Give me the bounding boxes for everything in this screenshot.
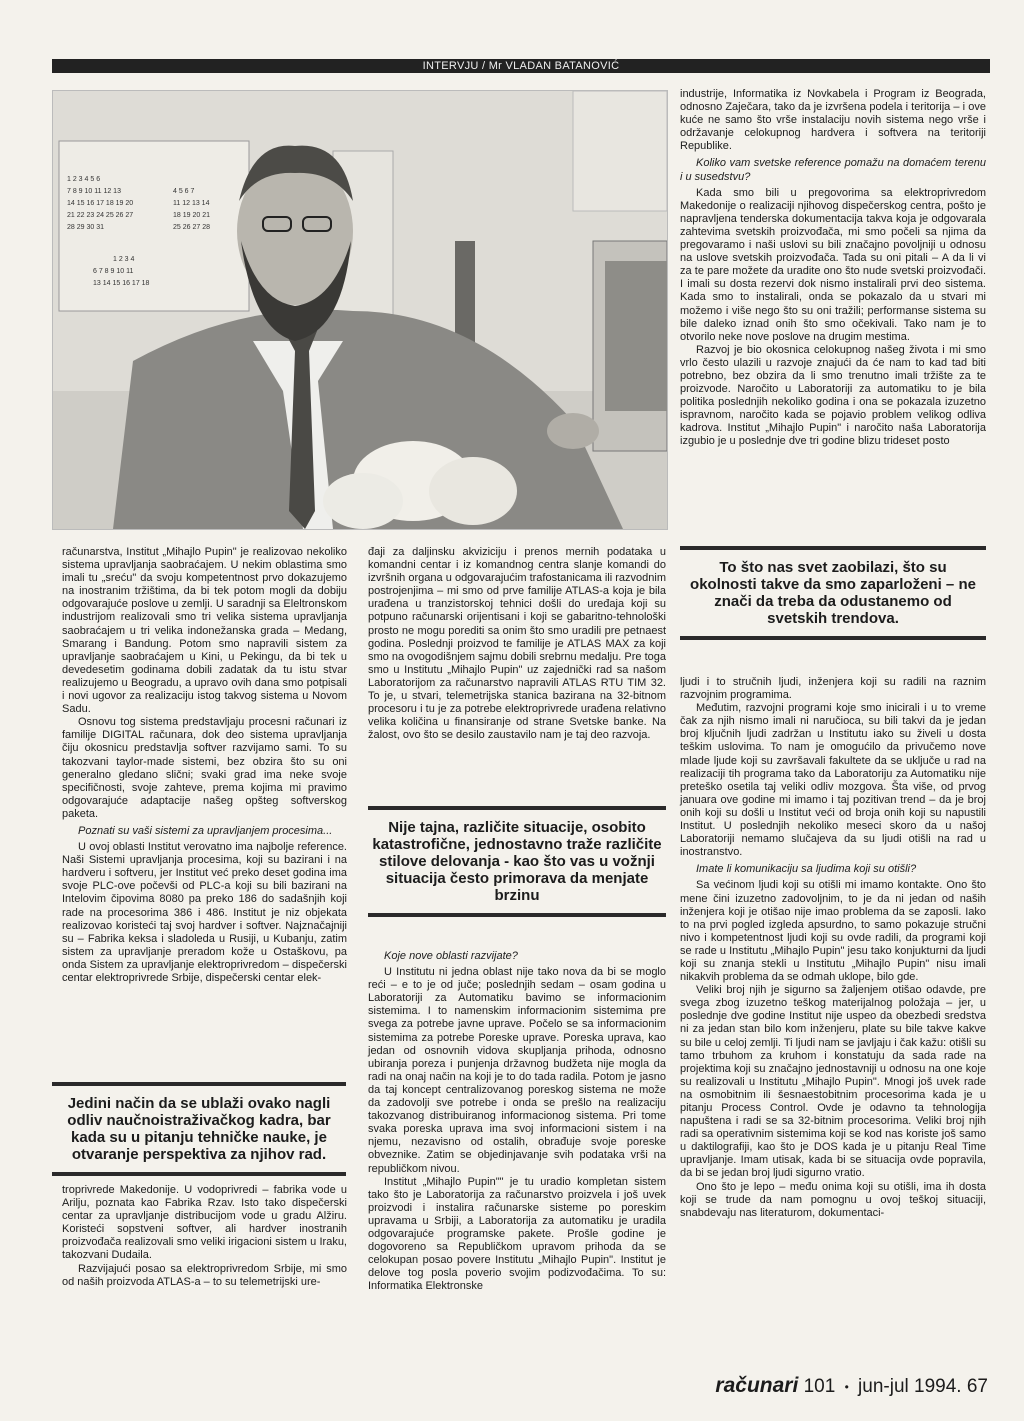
svg-text:13 14 15 16 17 18: 13 14 15 16 17 18	[93, 280, 150, 287]
header-title: INTERVJU / Mr VLADAN BATANOVIĆ	[422, 60, 620, 72]
issue-date: jun-jul 1994.	[858, 1376, 962, 1397]
paragraph: Institut „Mihajlo Pupin"" je tu uradio kompletan sistem tako što je Laboratorija za računarstvo proizvela i još uvek proizvodi i instalira računarske sisteme po poreskim upravama u Srbiji, a Laboratorija za automatiku je uradila odgovarajuće programske pakete. Prošle godine je dogovoreno sa Republičkom upravom prihoda da se celokupan posao povere Institutu „Mihajlo Pupin". Institut je delove tog posla poverio svojim podizvođačima. To su: Informatika Elektronske	[368, 1175, 666, 1293]
pullquote-text: Jedini način da se ublaži ovako nagli odliv naučnoistraživačkog kadra, bar kada su u pitanju tehničke nauke, je otvaranje perspektiva za njihov rad.	[67, 1095, 331, 1163]
portrait-illustration	[53, 91, 667, 529]
magazine-logo: računari	[715, 1374, 799, 1397]
pullquote-right	[680, 546, 986, 640]
paragraph: Veliki broj njih je sigurno sa žaljenjem otišao odavde, pre svega zbog izuzetno teškog materijalnog položaja – jer, u poslednje dve godine Institut nije uspeo da obezbedi sredstva ni za jedan stan bilo kom inženjeru, plate su bile takve kakve su bile u celoj zemlji. Ti ljudi nam se javljaju i čak kažu: otišli su tamo trbuhom za kruhom i konstatuju da sada rade na projektima koji su značajno jednostavniji u odnosu na one koje su realizovali u Institutu „Mihajlo Pupin". Mnogi još uvek rade na osmobitnim ili šesnaestobitnim procesorima kada je u pitanju Process Control. Ovde je odavno ta tehnologija napuštena i radi se sa 32-bitnim procesorima. Veliki broj njih radi sa operativnim sistemima koji se kod nas koriste još samo u daktilografiji, kao što je DOS kada je u pitanju Real Time upravljanje. Imam utisak, kada bi se situacija ovde popravila, da bi se jedan broj ljudi sigurno vratio.	[680, 984, 986, 1180]
paragraph: industrije, Informatika iz Novkabela i Program iz Beograda, odnosno Zaječara, tako da je izvršena podela i teritorija – i ove kuće ne samo što vrše instalaciju novih sistema nego vrše i održavanje celokupnog hardvera i softvera na teritoriji Republike.	[680, 88, 986, 153]
paragraph: đaji za daljinsku akviziciju i prenos mernih podataka u komandni centar i iz komandnog centra slanje komandi do izvršnih organa u odgovarajućim trafostanicama ili razvodnim postrojenjima – mi smo od prve familije ATLAS-a koja je bila urađena u tranzistorskoj tehnici došli do uređaja koji su potpuno računarski orijentisani i koji se gabaritno-tehnološki prosto ne mogu porediti sa onim što smo uradili pre petnaest godina. Poslednji proizvod te familije je ATLAS MAX za koji smo na ovogodišnjem sajmu dobili srebrnu medalju. Pre toga smo u Institutu „Mihajlo Pupin" uz zajednički rad sa našom Laboratorijom za računarstvo napravili ATLAS RTU TIM 32. To je, u stvari, telemetrijska stanica bazirana na 32-bitnom procesoru i tu je za potrebe elektroprivrede urađena relativno velika količina u finansiranje od strane Svetske banke. Na žalost, ovo što se desilo zaustavilo nam je taj deo razvoja.	[368, 546, 666, 742]
page-number: 67	[966, 1376, 988, 1397]
pullquote-left	[52, 1082, 346, 1176]
page-footer	[715, 1374, 988, 1398]
column-left	[62, 546, 347, 985]
paragraph: Sa većinom ljudi koji su otišli mi imamo kontakte. Ono što mene čini izuzetno zadovoljnim, to je da ni jedan od naših inženjera koji je otišao nije imao problema da se zaposli. Iako to na prvi pogled izgleda apsurdno, to samo pokazuje stručni nivo i kompetentnost ljudi koji su ovde radili, da programi koji se rade u Institutu „Mihajlo Pupin" jesu tako konjukturni da ljudi koji su znanja stekli u Institutu „Mihajlo Pupin" nisu imali nikakvih problema da se odmah uklope, bilo gde.	[680, 879, 986, 984]
svg-text:7 8 9 10 11 12 13: 7 8 9 10 11 12 13	[67, 188, 121, 195]
svg-text:28 29 30 31: 28 29 30 31	[67, 224, 104, 231]
column-left-bottom	[62, 1184, 347, 1289]
column-right-top	[680, 88, 986, 449]
section-header	[52, 59, 990, 73]
svg-text:21 22 23 24 25 26 27: 21 22 23 24 25 26 27	[67, 212, 134, 219]
svg-text:25 26 27 28: 25 26 27 28	[173, 224, 210, 231]
paragraph: Ono što je lepo – među onima koji su otišli, ima ih dosta koji se trude da nam pomognu u ovoj teškoj situaciji, snabdevaju nas literaturom, dokumentaci-	[680, 1180, 986, 1219]
interview-photo	[52, 90, 668, 530]
column-right-bottom	[680, 676, 986, 1220]
svg-text:6 7 8 9 10 11: 6 7 8 9 10 11	[93, 268, 134, 275]
pullquote-middle	[368, 806, 666, 917]
pullquote-rule	[368, 913, 666, 917]
pullquote-rule	[680, 636, 986, 640]
paragraph: Razvijajući posao sa elektroprivredom Srbije, mi smo od naših proizvoda ATLAS-a – to su telemetrijski ure-	[62, 1262, 347, 1288]
paragraph: računarstva, Institut „Mihajlo Pupin" je realizovao nekoliko sistema upravljanja saobraćajem. U nekim oblastima smo imali tu „sreću" da svoju kompetentnost prvo dokazujemo na inostranim tržištima, da bi tek potom mogli da dobiju odgovarajuće poslove u zemlji. U saradnji sa Eleltronskom industrijom realizovali smo tri velika sistema upravljanja saobraćajem u tri velika indonežanska grada – Medang, Smarang i Bandung. Potom smo napravili sistem za upravljanje saobraćajem u Kini, u Pekingu, da bi tek u devedesetim godinama dobili zadatak da tu istu stvar realizujemo u Beogradu, a upravo ovih dana smo potpisali i novi ugovor za realizaciju istog takvog sistema u Novom Sadu.	[62, 546, 347, 716]
pullquote-rule	[52, 1172, 346, 1176]
issue-number: 101	[803, 1376, 836, 1397]
svg-text:1 2 3 4 5 6: 1 2 3 4 5 6	[67, 176, 101, 183]
interview-question: Imate li komunikaciju sa ljudima koji su otišli?	[696, 863, 917, 876]
paragraph: U Institutu ni jedna oblast nije tako nova da bi se moglo reći – e to je od juče; poslednjih sedam – osam godina u Laboratoriji za Automatiku bavimo se informacionim sistemima. I to namenskim informacionim sistemima pre svega za potrebe javne uprave. Počelo se sa informacionim sistemima za potrebe Poreske uprave. Poreska uprava, kao jedan od osnovnih vidova skupljanja prihoda, odnosno ubiranja poreza i punjenja državnog budžeta nije mogla da radi na onaj način na koji je to do tada radila. Potom je jasno da taj koncept centralizovanog poreskog sistema ne može da zadovolji sve potrebe i onda se prešlo na realizaciju takozvanog distribuiranog informacionog sistema. Pri tome svaka poreska uprava ima svoj informacioni sistem i na njemu, nezavisno od ostalih, obrađuje svoje poreske obveznike. Zatim se objedinjavanje svih podataka vrši na republičkom nivou.	[368, 966, 666, 1175]
paragraph: ljudi i to stručnih ljudi, inženjera koji su radili na raznim razvojnim programima.	[680, 676, 986, 702]
paragraph: Međutim, razvojni programi koje smo inicirali i u to vreme čak za njih nismo imali ni naručioca, su bili takvi da je jedan broj ključnih ljudi zadržan u Institutu iako su živeli u dosta teškim uslovima. To nam je omogućilo da privučemo nove mlade ljude koji su završavali fakultete da se uključe u rad na realizaciji tih programa tako da Laboratoriju za Automatiku nije preteško osetila taj veliki odliv mozgova. Šta više, od prvog januara ove godine mi imamo i taj pozitivan trend – da je broj onih koji su došli u Institut veći od broja onih koji su napustili Institut. U poslednjih nekoliko meseci skoro da u našoj Laboratoriji nemamo slučajeva da su ljudi otišli na rad u inostranstvo.	[680, 702, 986, 859]
paragraph: Osnovu tog sistema predstavljaju procesni računari iz familije DIGITAL računara, dok deo sistema upravljanja čiju okosnicu predstavlja softver razvijamo sami. To su takozvani taylor-made sistemi, bez obzira što su oni generalno gledano slični; svaki grad ima neke svoje specifičnosti, svoje zahteve, prema kojima mi pravimo odgovarajuće adaptacije našeg opšteg softverskog paketa.	[62, 716, 347, 820]
svg-text:1 2 3 4: 1 2 3 4	[113, 256, 135, 263]
interview-question: Koliko vam svetske reference pomažu na domaćem terenu i u susedstvu?	[680, 157, 986, 183]
svg-text:14 15 16 17 18 19 20: 14 15 16 17 18 19 20	[67, 200, 134, 207]
svg-text:18 19 20 21: 18 19 20 21	[173, 212, 210, 219]
pullquote-text: To što nas svet zaobilazi, što su okolnosti takve da smo zaparloženi – ne znači da treba da odustanemo od svetskih trendova.	[690, 559, 976, 627]
interview-question: Poznati su vaši sistemi za upravljanjem procesima...	[78, 824, 333, 837]
paragraph: troprivrede Makedonije. U vodoprivredi – fabrika vode u Arilju, poznata kao Fabrika Rzav. Isto tako dispečerski centar za upravljanje distribucijom vode u gradu Alžiru. Koristeći sopstveni softver, ali hardver inostranih proizvođača realizovali smo veliki irigacioni sistem u Iraku, takozvani Dudaila.	[62, 1184, 347, 1262]
paragraph: Kada smo bili u pregovorima sa elektroprivredom Makedonije o realizaciji njihovog dispečerskog centra, pošto je napravljena tenderska dokumentacija takva koja je odgovarala zahtevima svetskih proizvođača, mi smo počeli sa njima da pregovaramo i naši uslovi su bili značajno povoljniji u odnosu na uslove svetskih proizvođača. Tada su oni pitali – A da li vi za te pare možete da uradite ono što nude svetski proizvođači. I imali su dosta rezervi dok nismo instalirali prvi deo sistema. Kada smo to instalirali, onda se pokazalo da u stvari mi možemo i više nego što su oni tražili; performanse sistema su bile daleko iznad onih što smo očekivali. Tako nam je to otvorilo neke nove poslove na drugim mestima.	[680, 186, 986, 343]
interview-question: Koje nove oblasti razvijate?	[384, 950, 518, 962]
paragraph: U ovoj oblasti Institut verovatno ima najbolje reference. Naši Sistemi upravljanja procesima, koji su bazirani i na hardveru i softveru, jer Institut već preko deset godina ima svoje PLC-ove počevši od PLC-a koji su bili bazirani na Intelovim čipovima 8080 pa preko 186 do sadašnjih koji rade na procesorima 386 i 486. Institut je niz objekata realizovao koristeći taj svoj hardver i softver. Najznačajniji su – Fabrika keksa i sladoleda u Rusiji, u Kubanju, zatim sistem za upravljanje preradom kože u Ostaškovu, pa onda Sistem za upravljanje elektroprivredom – dispečerski centar elektroprivrede Srbije, dispečerski centar elek-	[62, 841, 347, 984]
bullet-separator: •	[844, 1379, 849, 1394]
paragraph: Razvoj je bio okosnica celokupnog našeg života i mi smo vrlo često ulazili u razvoje znajući da će nam to kad tad biti potrebno, bez obzira da li smo trenutno imali tržište za te proizvode. Naročito u Laboratoriji za automatiku to je bila politika poslednjih nekoliko godina i ona se pokazala izuzetno ispravnom, naročito kada se pojavio problem velikog odliva kadrova. Institut „Mihajlo Pupin" i naročito naša Laboratorija izgubio je u poslednje dve tri godine blizu trideset posto	[680, 343, 986, 448]
column-middle-bottom	[368, 946, 666, 1293]
column-middle	[368, 546, 666, 742]
svg-text:4 5 6 7: 4 5 6 7	[173, 188, 195, 195]
svg-text:11 12 13 14: 11 12 13 14	[173, 200, 210, 207]
pullquote-text: Nije tajna, različite situacije, osobito katastrofične, jednostavno traže različite stilove delovanja - kao što vas u vožnji situacija često primorava da menjate brzinu	[372, 819, 662, 904]
